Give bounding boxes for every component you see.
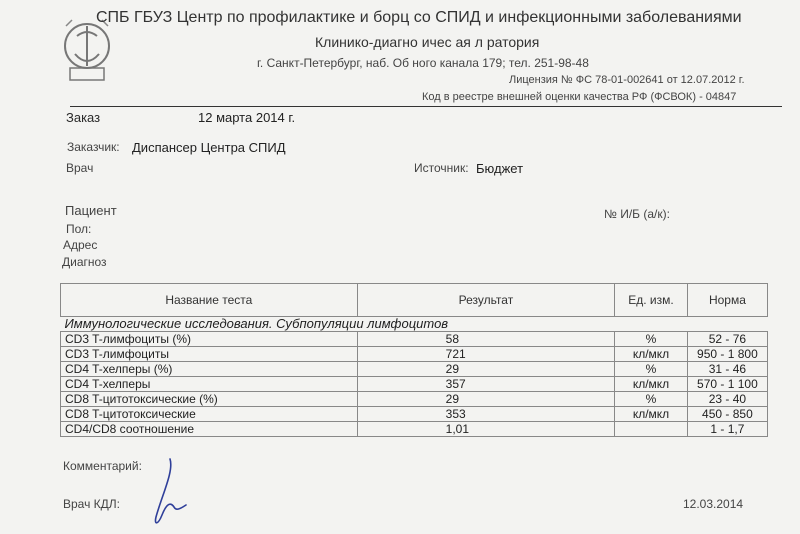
test-name: CD4 T-хелперы xyxy=(61,377,358,392)
organization-name: СПБ ГБУЗ Центр по профилактике и борц со СПИД и инфекционными заболеваниями xyxy=(96,9,742,26)
table-row xyxy=(61,347,768,362)
header-norm: Норма xyxy=(687,284,767,317)
test-norm: 570 - 1 100 xyxy=(687,377,767,392)
patient-id-label: № И/Б (а/к): xyxy=(604,207,670,221)
order-date: 12 марта 2014 г. xyxy=(198,110,296,125)
test-norm: 31 - 46 xyxy=(687,362,767,377)
test-name: CD8 T-цитотоксические xyxy=(61,407,358,422)
test-name: CD8 T-цитотоксические (%) xyxy=(61,392,358,407)
test-name: CD4/CD8 соотношение xyxy=(61,422,358,437)
test-result: 1,01 xyxy=(357,422,615,437)
lab-doctor-label: Врач КДЛ: xyxy=(63,497,120,511)
test-result: 721 xyxy=(357,347,615,362)
test-norm: 950 - 1 800 xyxy=(687,347,767,362)
test-name: CD4 T-хелперы (%) xyxy=(61,362,358,377)
test-name: CD3 T-лимфоциты xyxy=(61,347,358,362)
test-unit: кл/мкл xyxy=(615,347,688,362)
test-unit xyxy=(615,422,688,437)
table-row xyxy=(61,422,768,437)
sex-label: Пол: xyxy=(66,222,92,236)
order-label: Заказ xyxy=(66,110,101,125)
quality-registry-code: Код в реестре внешней оценки качества РФ (ФСВОК) - 04847 xyxy=(422,91,737,103)
test-result: 58 xyxy=(357,332,615,347)
test-unit: % xyxy=(615,332,688,347)
organization-address: г. Санкт-Петербург, наб. Об ного канала 179; тел. 251-98-48 xyxy=(257,56,589,70)
test-unit: кл/мкл xyxy=(615,407,688,422)
table-row xyxy=(61,407,768,422)
table-row xyxy=(61,362,768,377)
doctor-label: Врач xyxy=(66,161,94,175)
comment-label: Комментарий: xyxy=(63,459,142,473)
table-row xyxy=(61,332,768,347)
table-header-row xyxy=(61,284,768,317)
handwritten-signature-icon xyxy=(140,455,200,530)
source-label: Источник: xyxy=(414,161,469,175)
table-row xyxy=(61,392,768,407)
test-result: 29 xyxy=(357,392,615,407)
source-value: Бюджет xyxy=(476,161,524,176)
header-unit: Ед. изм. xyxy=(615,284,688,317)
test-norm: 52 - 76 xyxy=(687,332,767,347)
test-result: 353 xyxy=(357,407,615,422)
test-norm: 1 - 1,7 xyxy=(687,422,767,437)
results-table xyxy=(60,283,768,437)
laboratory-name: Клинико-диагно ичес ая л ратория xyxy=(315,34,540,50)
customer-value: Диспансер Центра СПИД xyxy=(132,140,286,155)
diagnosis-label: Диагноз xyxy=(62,255,107,269)
section-title: Иммунологические исследования. Субпопуляции лимфоцитов xyxy=(61,317,768,332)
section-row xyxy=(61,317,768,332)
test-unit: кл/мкл xyxy=(615,377,688,392)
customer-label: Заказчик: xyxy=(67,140,120,154)
table-row xyxy=(61,377,768,392)
test-norm: 450 - 850 xyxy=(687,407,767,422)
header-result: Результат xyxy=(357,284,615,317)
test-unit: % xyxy=(615,392,688,407)
header-divider xyxy=(70,106,782,107)
patient-address-label: Адрес xyxy=(63,238,98,252)
license-number: Лицензия № ФС 78-01-002641 от 12.07.2012 г. xyxy=(509,74,745,86)
test-norm: 23 - 40 xyxy=(687,392,767,407)
test-result: 357 xyxy=(357,377,615,392)
signature-date: 12.03.2014 xyxy=(683,497,744,511)
test-name: CD3 T-лимфоциты (%) xyxy=(61,332,358,347)
header-test-name: Название теста xyxy=(61,284,358,317)
test-unit: % xyxy=(615,362,688,377)
patient-label: Пациент xyxy=(65,203,117,218)
test-result: 29 xyxy=(357,362,615,377)
